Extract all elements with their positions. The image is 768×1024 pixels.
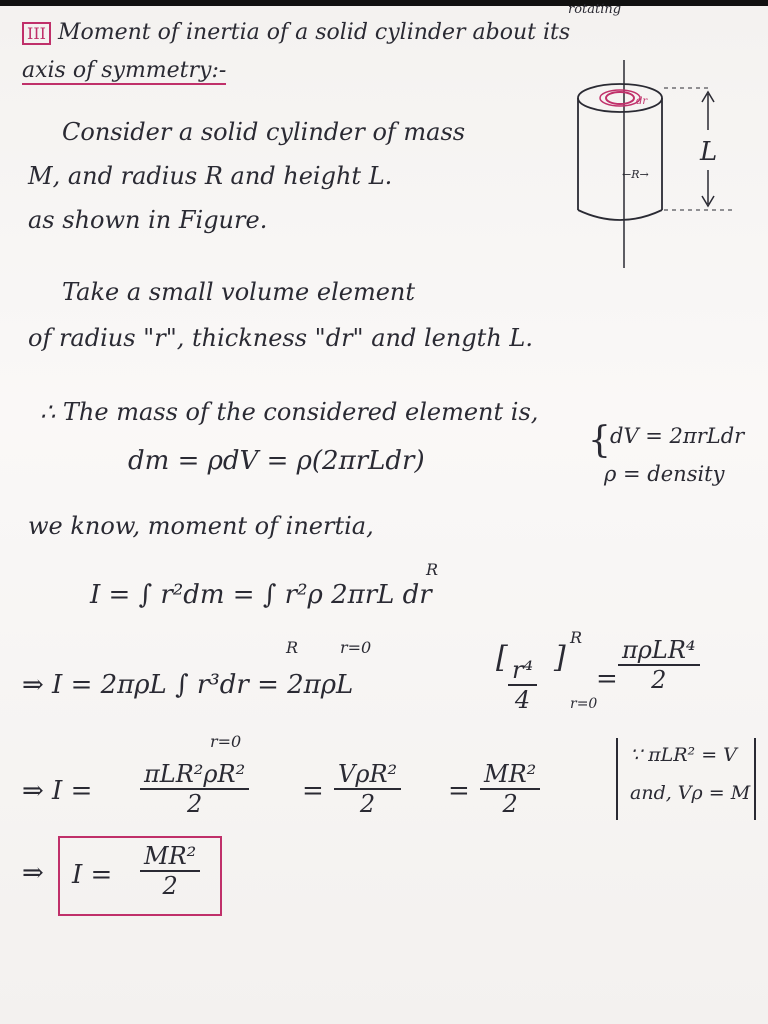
heading-subtitle: axis of symmetry:-	[22, 58, 227, 83]
eq2-equals: =	[596, 664, 618, 694]
final-frac	[140, 842, 200, 900]
caret-note: rotating	[568, 2, 622, 17]
eq3-note-line-2: and, Vρ = M	[630, 782, 751, 804]
eq2-result-num: πρLR⁴	[618, 636, 700, 666]
eq3-frac-1	[140, 760, 249, 818]
eq1-upper-limit: R	[426, 560, 439, 579]
eq3-frac-3-den: 2	[502, 790, 518, 818]
side-note-line-2: ρ = density	[604, 462, 725, 486]
final-prefix: ⇒	[22, 858, 44, 888]
eq2-bracket-top: R	[570, 628, 583, 647]
eq3-frac-3	[480, 760, 540, 818]
side-note-line-1: dV = 2πrLdr	[610, 424, 745, 448]
height-label: L	[700, 137, 718, 167]
eq3-equals-1: =	[302, 776, 324, 806]
know-line: we know, moment of inertia,	[28, 512, 374, 540]
intro-line-1: Consider a solid cylinder of mass	[62, 118, 466, 146]
eq2-right-bracket: ]	[554, 640, 566, 675]
side-note-brace: {	[588, 420, 611, 461]
equation-1: I = ∫ r²dm = ∫ r²ρ 2πrL dr	[90, 580, 432, 610]
heading-line-2	[22, 58, 226, 83]
page-top-edge	[0, 0, 768, 6]
eq3-frac-2-den: 2	[359, 790, 376, 818]
eq2-bracket-frac	[508, 656, 537, 714]
intro-line-3: as shown in Figure.	[28, 206, 268, 234]
eq2-result	[618, 636, 700, 694]
final-lhs: I =	[72, 860, 113, 890]
final-num: MR²	[140, 842, 200, 872]
radius-label: ←R→	[622, 168, 649, 181]
eq3-prefix: ⇒ I =	[22, 776, 93, 806]
eq2-result-den: 2	[651, 666, 667, 694]
eq2-bracket-num: r⁴	[508, 656, 537, 686]
eq1-lower-limit: r=0	[340, 638, 372, 657]
eq2-bracket-bottom: r=0	[570, 696, 598, 712]
cylinder-figure	[560, 60, 760, 270]
heading-end: about its	[472, 20, 571, 45]
eq3-note-line-1: ∵ πLR² = V	[630, 744, 737, 766]
eq3-frac-1-den: 2	[186, 790, 203, 818]
element-line-1: Take a small volume element	[62, 278, 416, 306]
eq3-frac-1-num: πLR²ρR²	[140, 760, 249, 790]
final-den: 2	[162, 872, 178, 900]
heading-line-1	[22, 20, 570, 45]
eq2-upper-limit: R	[286, 638, 299, 657]
equation-2: ⇒ I = 2πρL ∫ r³dr = 2πρL	[22, 670, 354, 700]
heading-number: III	[22, 22, 51, 45]
eq3-equals-2: =	[448, 776, 470, 806]
eq3-frac-2	[334, 760, 401, 818]
eq3-frac-3-num: MR²	[480, 760, 540, 790]
mass-line: ∴ The mass of the considered element is,	[40, 398, 539, 426]
eq3-frac-2-num: VρR²	[334, 760, 401, 790]
eq2-lower-limit: r=0	[210, 732, 242, 751]
eq2-left-bracket: [	[496, 640, 508, 675]
dm-equation: dm = ρdV = ρ(2πrLdr)	[128, 446, 425, 476]
eq2-bracket-den: 4	[514, 686, 531, 714]
dr-label: dr	[636, 96, 648, 107]
element-line-2: of radius "r", thickness "dr" and length L.	[28, 324, 533, 352]
intro-line-2: M, and radius R and height L.	[28, 162, 393, 190]
heading-text: Moment of inertia of a solid cylinder	[57, 20, 466, 45]
